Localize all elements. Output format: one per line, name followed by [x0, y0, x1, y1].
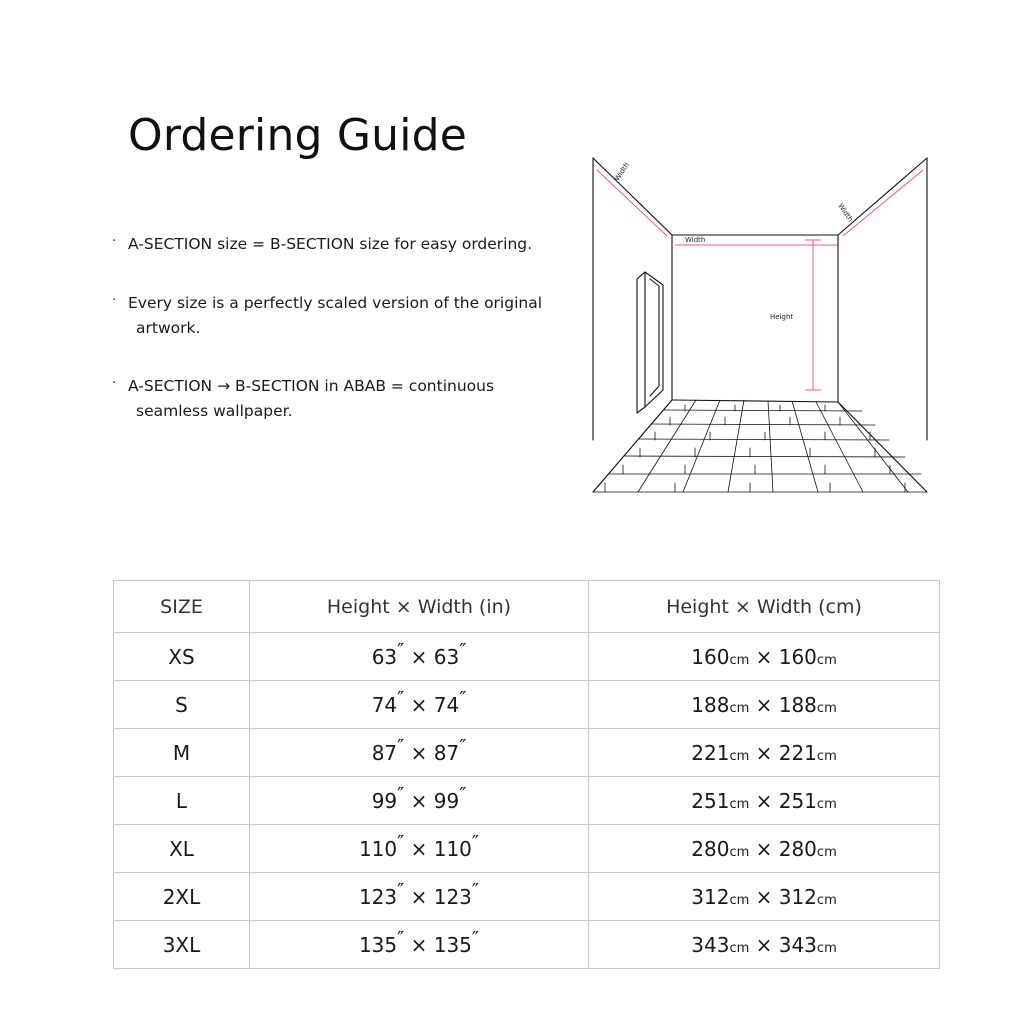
list-item — [112, 232, 592, 257]
cell-centimeters: 312cm × 312cm — [589, 873, 940, 921]
table-row — [114, 873, 940, 921]
list-item-line: A-SECTION size = B-SECTION size for easy ordering. — [128, 235, 533, 253]
list-item-line: Every size is a perfectly scaled version of the original — [128, 293, 543, 312]
list-item-line-2: artwork. — [136, 318, 201, 337]
cell-centimeters: 160cm × 160cm — [589, 633, 940, 681]
cell-centimeters: 343cm × 343cm — [589, 921, 940, 969]
column-header-size: SIZE — [114, 581, 250, 633]
list-item — [112, 374, 592, 424]
table-row — [114, 633, 940, 681]
cell-size: S — [114, 681, 250, 729]
cell-centimeters: 251cm × 251cm — [589, 777, 940, 825]
bullet-marker: · — [112, 292, 117, 308]
list-item-line: A-SECTION → B-SECTION in ABAB = continuous — [128, 377, 495, 396]
cell-inches: 123″ × 123″ — [250, 873, 589, 921]
size-table-wrapper — [113, 580, 939, 969]
illustration-label-height: Height — [770, 313, 794, 321]
cell-inches: 74″ × 74″ — [250, 681, 589, 729]
table-row — [114, 921, 940, 969]
ordering-notes-list — [112, 232, 592, 458]
illustration-label-width-left: Width — [613, 161, 632, 183]
list-item-line-2: seamless wallpaper. — [136, 402, 293, 421]
cell-size: XS — [114, 633, 250, 681]
table-header-row — [114, 581, 940, 633]
list-item — [112, 291, 592, 341]
table-row — [114, 729, 940, 777]
cell-inches: 135″ × 135″ — [250, 921, 589, 969]
column-header-inches: Height × Width (in) — [250, 581, 589, 633]
cell-centimeters: 221cm × 221cm — [589, 729, 940, 777]
cell-centimeters: 280cm × 280cm — [589, 825, 940, 873]
cell-inches: 110″ × 110″ — [250, 825, 589, 873]
cell-size: 3XL — [114, 921, 250, 969]
column-header-centimeters: Height × Width (cm) — [589, 581, 940, 633]
size-chart-table — [113, 580, 940, 969]
table-row — [114, 777, 940, 825]
table-row — [114, 681, 940, 729]
cell-size: 2XL — [114, 873, 250, 921]
illustration-label-width-right: Width — [836, 202, 855, 224]
room-perspective-illustration — [575, 140, 945, 510]
cell-inches: 63″ × 63″ — [250, 633, 589, 681]
cell-size: M — [114, 729, 250, 777]
cell-inches: 87″ × 87″ — [250, 729, 589, 777]
bullet-marker: · — [112, 234, 117, 249]
cell-size: L — [114, 777, 250, 825]
cell-size: XL — [114, 825, 250, 873]
table-row — [114, 825, 940, 873]
cell-inches: 99″ × 99″ — [250, 777, 589, 825]
cell-centimeters: 188cm × 188cm — [589, 681, 940, 729]
bullet-marker: · — [112, 376, 117, 392]
illustration-label-width-center: Width — [685, 236, 706, 244]
page-title: Ordering Guide — [128, 110, 468, 161]
